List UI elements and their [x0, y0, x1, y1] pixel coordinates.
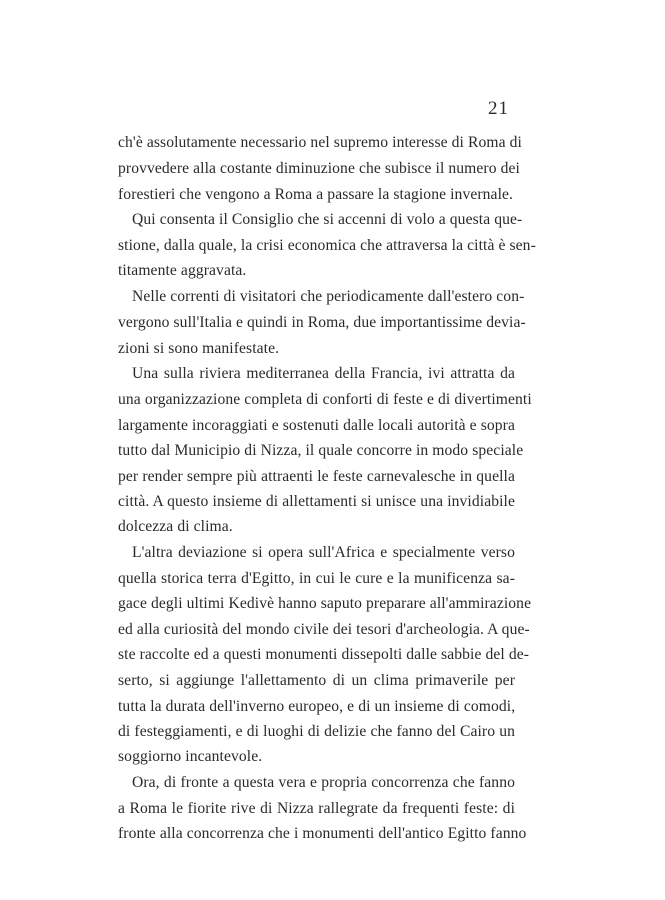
text-line: vergono sull'Italia e quindi in Roma, due importantissime devia-	[118, 314, 526, 331]
text-line: tutto dal Municipio di Nizza, il quale concorre in modo speciale	[118, 442, 524, 459]
text-line: dolcezza di clima.	[118, 518, 233, 535]
text-line: zioni si sono manifestate.	[118, 340, 280, 357]
text-line: soggiorno incantevole.	[118, 748, 263, 765]
text-line: largamente incoraggiati e sostenuti dalle locali autorità e sopra	[118, 417, 515, 434]
text-line: fronte alla concorrenza che i monumenti dell'antico Egitto fanno	[118, 825, 527, 842]
text-line: ch'è assolutamente necessario nel supremo interesse di Roma di	[118, 134, 522, 151]
text-line: gace degli ultimi Kedivè hanno saputo preparare all'ammirazione	[118, 595, 532, 612]
text-line: provvedere alla costante diminuzione che subisce il numero dei	[118, 160, 520, 177]
text-line: di festeggiamenti, e di luoghi di delizie che fanno del Cairo un	[118, 723, 515, 740]
text-line: forestieri che vengono a Roma a passare la stagione invernale.	[118, 186, 514, 203]
text-line: serto, si aggiunge l'allettamento di un clima primaverile per	[118, 672, 515, 689]
text-line: L'altra deviazione si opera sull'Africa e specialmente verso	[132, 544, 515, 561]
text-line: Nelle correnti di visitatori che periodicamente dall'estero con-	[132, 288, 525, 305]
text-line: tutta la durata dell'inverno europeo, e di un insieme di comodi,	[118, 698, 516, 715]
text-line: ste raccolte ed a questi monumenti dissepolti dalle sabbie del de-	[118, 646, 530, 663]
page-number: 21	[488, 98, 509, 119]
text-line: una organizzazione completa di conforti di feste e di divertimenti	[118, 391, 532, 408]
text-line: titamente aggravata.	[118, 262, 247, 279]
text-line: quella storica terra d'Egitto, in cui le cure e la munificenza sa-	[118, 570, 515, 587]
text-line: ed alla curiosità del mondo civile dei tesori d'archeologia. A que-	[118, 621, 530, 638]
text-line: stione, dalla quale, la crisi economica che attraversa la città è sen-	[118, 237, 536, 254]
text-line: a Roma le fiorite rive di Nizza rallegrate da frequenti feste: di	[118, 800, 515, 817]
text-line: Qui consenta il Consiglio che si accenni di volo a questa que-	[132, 211, 523, 228]
text-line: Ora, di fronte a questa vera e propria concorrenza che fanno	[132, 774, 515, 791]
text-line: Una sulla riviera mediterranea della Francia, ivi attratta da	[132, 365, 515, 382]
text-line: per render sempre più attraenti le feste carnevalesche in quella	[118, 468, 515, 485]
text-line: città. A questo insieme di allettamenti si unisce una invidiabile	[118, 493, 515, 510]
